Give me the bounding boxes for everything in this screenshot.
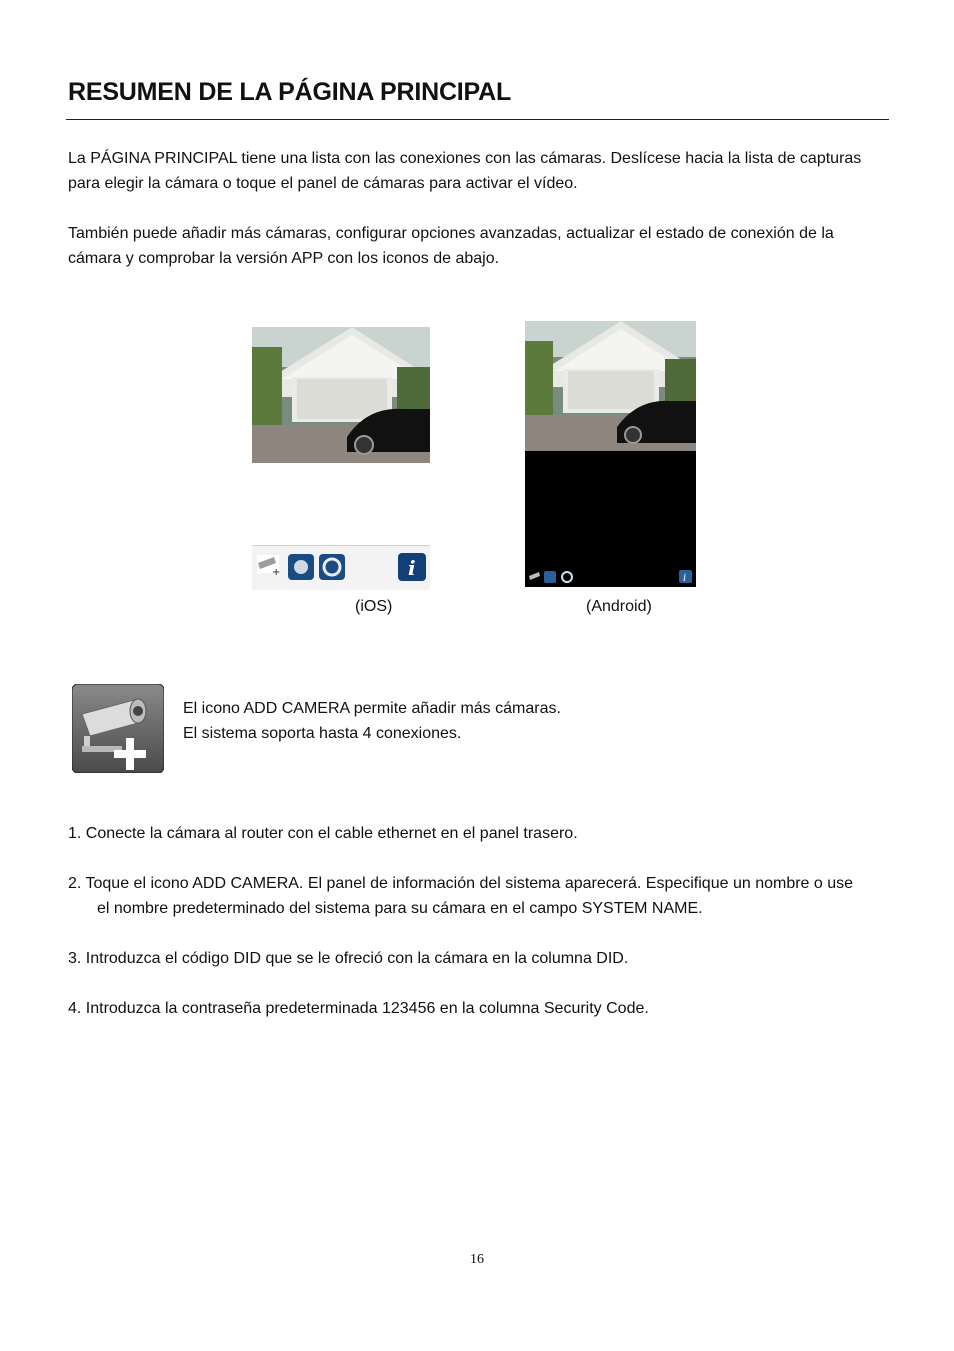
title-divider xyxy=(66,119,889,120)
intro-paragraph-1 xyxy=(68,146,898,196)
intro-p1-line2: para elegir la cámara o toque el panel de cámaras para activar el vídeo. xyxy=(68,175,578,192)
android-info-icon[interactable] xyxy=(679,570,692,584)
page-number: 16 xyxy=(470,1252,484,1267)
ios-camera-snapshot xyxy=(252,327,430,590)
android-caption: (Android) xyxy=(586,598,652,615)
step-2-continuation: el nombre predeterminado del sistema para su cámara en el campo SYSTEM NAME. xyxy=(97,900,703,917)
ios-refresh-icon[interactable] xyxy=(319,554,345,580)
svg-text:+: + xyxy=(272,567,281,578)
step-4: 4. Introduzca la contraseña predeterminada 123456 en la columna Security Code. xyxy=(68,1000,649,1017)
android-camera-snapshot xyxy=(525,321,696,587)
ios-info-icon[interactable] xyxy=(398,553,426,581)
ios-settings-icon[interactable] xyxy=(288,554,314,580)
add-camera-line1: El icono ADD CAMERA permite añadir más cámaras. xyxy=(183,700,561,717)
add-camera-icon xyxy=(72,684,164,773)
page-title: RESUMEN DE LA PÁGINA PRINCIPAL xyxy=(68,78,512,106)
svg-text:i: i xyxy=(408,556,416,580)
ios-screenshot xyxy=(252,327,430,590)
intro-p2-line1: También puede añadir más cámaras, configurar opciones avanzadas, actualizar el estado de conexión de la xyxy=(68,225,834,242)
intro-p1-line1: La PÁGINA PRINCIPAL tiene una lista con las conexiones con las cámaras. Deslícese hacia la lista de capturas xyxy=(68,150,862,167)
svg-text:i: i xyxy=(683,573,687,584)
intro-p2-line2: cámara y comprobar la versión APP con los iconos de abajo. xyxy=(68,250,500,267)
ios-caption: (iOS) xyxy=(355,598,393,615)
step-1: 1. Conecte la cámara al router con el cable ethernet en el panel trasero. xyxy=(68,825,578,842)
add-camera-description xyxy=(183,696,561,746)
step-3: 3. Introduzca el código DID que se le ofreció con la cámara en la columna DID. xyxy=(68,950,629,967)
intro-paragraph-2 xyxy=(68,221,898,271)
android-settings-icon[interactable] xyxy=(544,571,556,583)
step-2: 2. Toque el icono ADD CAMERA. El panel de información del sistema aparecerá. Especifique un nombre o use xyxy=(68,875,854,892)
add-camera-line2: El sistema soporta hasta 4 conexiones. xyxy=(183,725,462,742)
android-screenshot xyxy=(525,321,696,587)
